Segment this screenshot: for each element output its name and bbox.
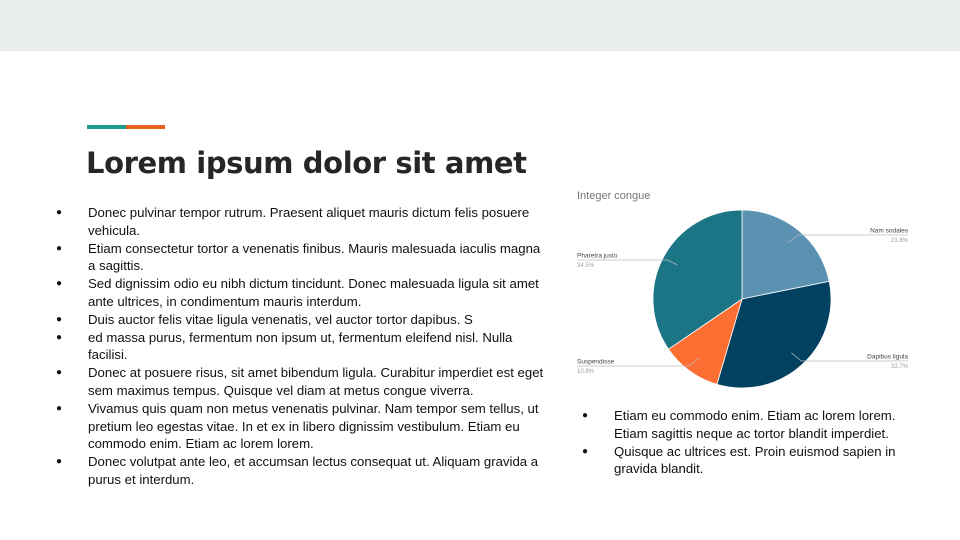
accent-bar-teal [87,125,126,129]
list-item: ● Etiam eu commodo enim. Etiam ac lorem lorem. Etiam sagittis neque ac tortor blandit imperdiet. [614,407,924,443]
list-item: ● Duis auctor felis vitae ligula venenatis, vel auctor tortor dapibus. S [88,311,548,329]
list-item: ● Etiam consectetur tortor a venenatis finibus. Mauris malesuada iaculis magna a sagittis. [88,240,548,276]
chart-title: Integer congue [577,190,651,202]
list-item: ● Donec pulvinar tempor rutrum. Praesent aliquet mauris dictum felis posuere vehicula. [88,204,548,240]
list-item: ● Quisque ac ultrices est. Proin euismod sapien in gravida blandit. [614,443,924,479]
slide-title: Lorem ipsum dolor sit amet [86,146,527,180]
pie-slice-label: Suspendisse [577,358,615,366]
list-item: ● ed massa purus, fermentum non ipsum ut, fermentum eleifend nisl. Nulla facilisi. [88,329,548,365]
accent-bar-orange [126,125,165,129]
list-item: ● Vivamus quis quam non metus venenatis pulvinar. Nam tempor sem tellus, ut pretium leo egestas vitae. In et ex in libero dignissim vestibulum. Etiam eu commodo enim. Etiam ac lorem lorem. [88,400,548,453]
pie-slice-percent: 21.8% [890,238,908,244]
pie-slice-label: Pharetra justo [577,252,618,260]
pie-chart [570,205,920,395]
list-item: ● Sed dignissim odio eu nibh dictum tincidunt. Donec malesuada ligula sit amet ante ultrices, in condimentum mauris interdum. [88,275,548,311]
left-bullet-list [88,204,548,489]
list-item: ● Donec volutpat ante leo, et accumsan lectus consequat ut. Aliquam gravida a purus et interdum. [88,453,548,489]
pie-slice-label: Nam sodales [870,227,908,235]
pie-slice-percent: 32.7% [890,364,908,370]
pie-slice-label: Dapibus ligula [867,353,908,361]
right-bullet-list [614,407,924,478]
top-band [0,0,960,51]
pie-slice-percent: 34.5% [577,263,595,269]
pie-slice-percent: 10.9% [577,369,595,375]
list-item: ● Donec at posuere risus, sit amet bibendum ligula. Curabitur imperdiet est eget sem maximus tempus. Quisque vel diam at metus congue viverra. [88,364,548,400]
